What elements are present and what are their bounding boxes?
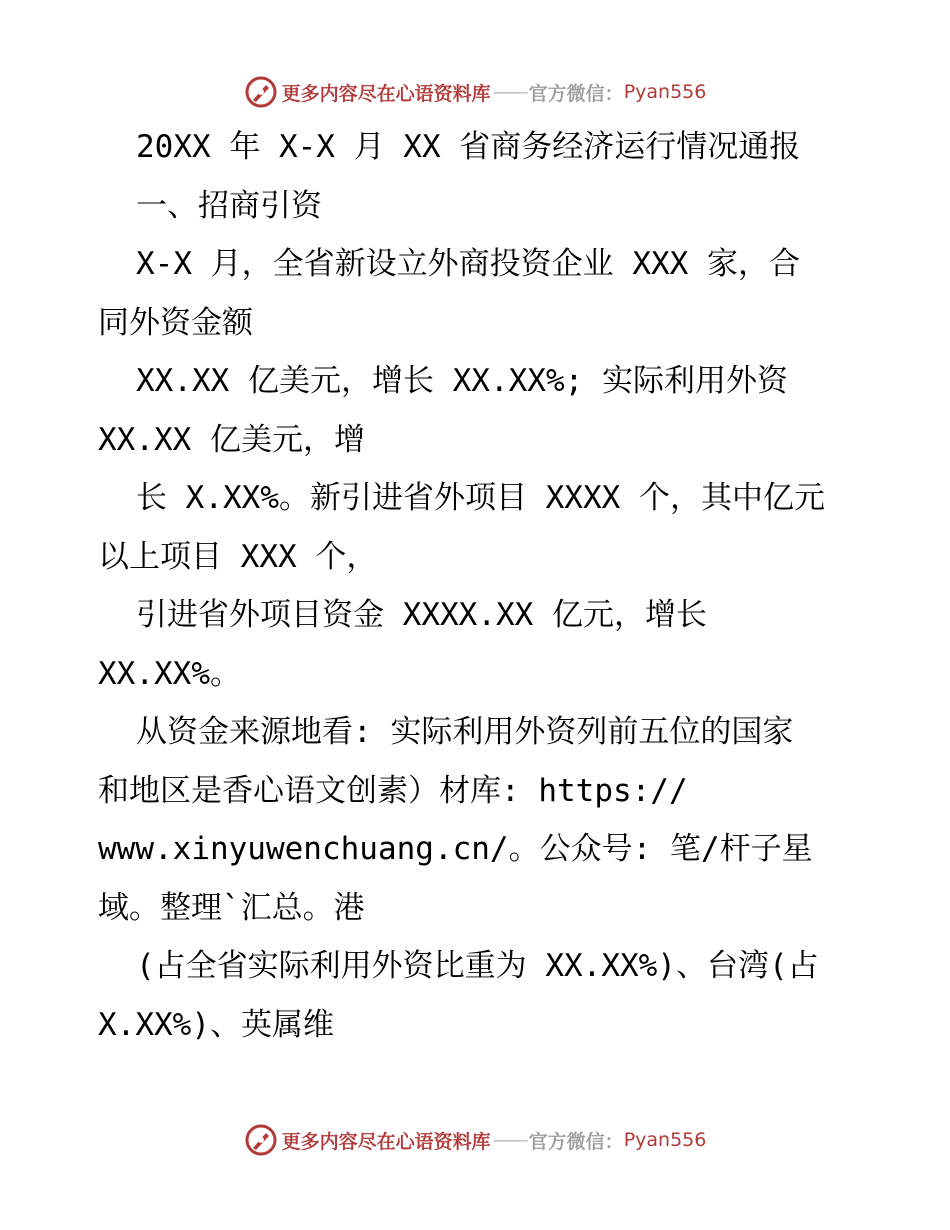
paragraph-line: 长 X.XX%。新引进省外项目 XXXX 个，其中亿元 xyxy=(136,480,825,516)
pen-logo-icon xyxy=(244,1123,278,1157)
separator: —— xyxy=(492,1129,527,1151)
site-name: 更多内容尽在心语资料库 xyxy=(281,82,491,105)
wechat-id: Pyan556 xyxy=(623,81,707,103)
paragraph-line: 和地区是香心语文创素）材库: https:// xyxy=(98,772,688,809)
wechat-label: 官方微信： xyxy=(528,1130,624,1153)
paragraph-line: XX.XX 亿美元，增 xyxy=(98,421,365,458)
document-body xyxy=(98,118,858,1054)
paragraph-line: X.XX%)、英属维 xyxy=(98,1006,334,1043)
header-banner xyxy=(0,72,950,112)
paragraph-line: www.xinyuwenchuang.cn/。公众号: 笔/杆子星 xyxy=(98,831,813,867)
section-heading: 一、招商引资 xyxy=(136,187,322,224)
wechat-id: Pyan556 xyxy=(623,1129,707,1151)
paragraph-line: 域。整理`汇总。港 xyxy=(98,889,365,926)
paragraph-line: X-X 月，全省新设立外商投资企业 XXX 家，合 xyxy=(136,246,800,282)
wechat-label: 官方微信： xyxy=(528,82,624,105)
paragraph-line: 以上项目 XXX 个， xyxy=(98,538,378,575)
paragraph-line: 同外资金额 xyxy=(98,304,253,341)
pen-logo-icon xyxy=(244,75,278,109)
paragraph-line: XX.XX%。 xyxy=(98,655,241,692)
paragraph-line: 引进省外项目资金 XXXX.XX 亿元，增长 xyxy=(136,597,707,633)
paragraph-line: XX.XX 亿美元，增长 XX.XX%; 实际利用外资 xyxy=(136,363,788,399)
document-title: 20XX 年 X-X 月 XX 省商务经济运行情况通报 xyxy=(136,129,801,165)
footer-banner xyxy=(0,1120,950,1160)
paragraph-line: (占全省实际利用外资比重为 XX.XX%)、台湾(占 xyxy=(136,948,819,984)
site-name: 更多内容尽在心语资料库 xyxy=(281,1130,491,1153)
separator: —— xyxy=(492,81,527,103)
paragraph-line: 从资金来源地看: 实际利用外资列前五位的国家 xyxy=(136,714,794,750)
